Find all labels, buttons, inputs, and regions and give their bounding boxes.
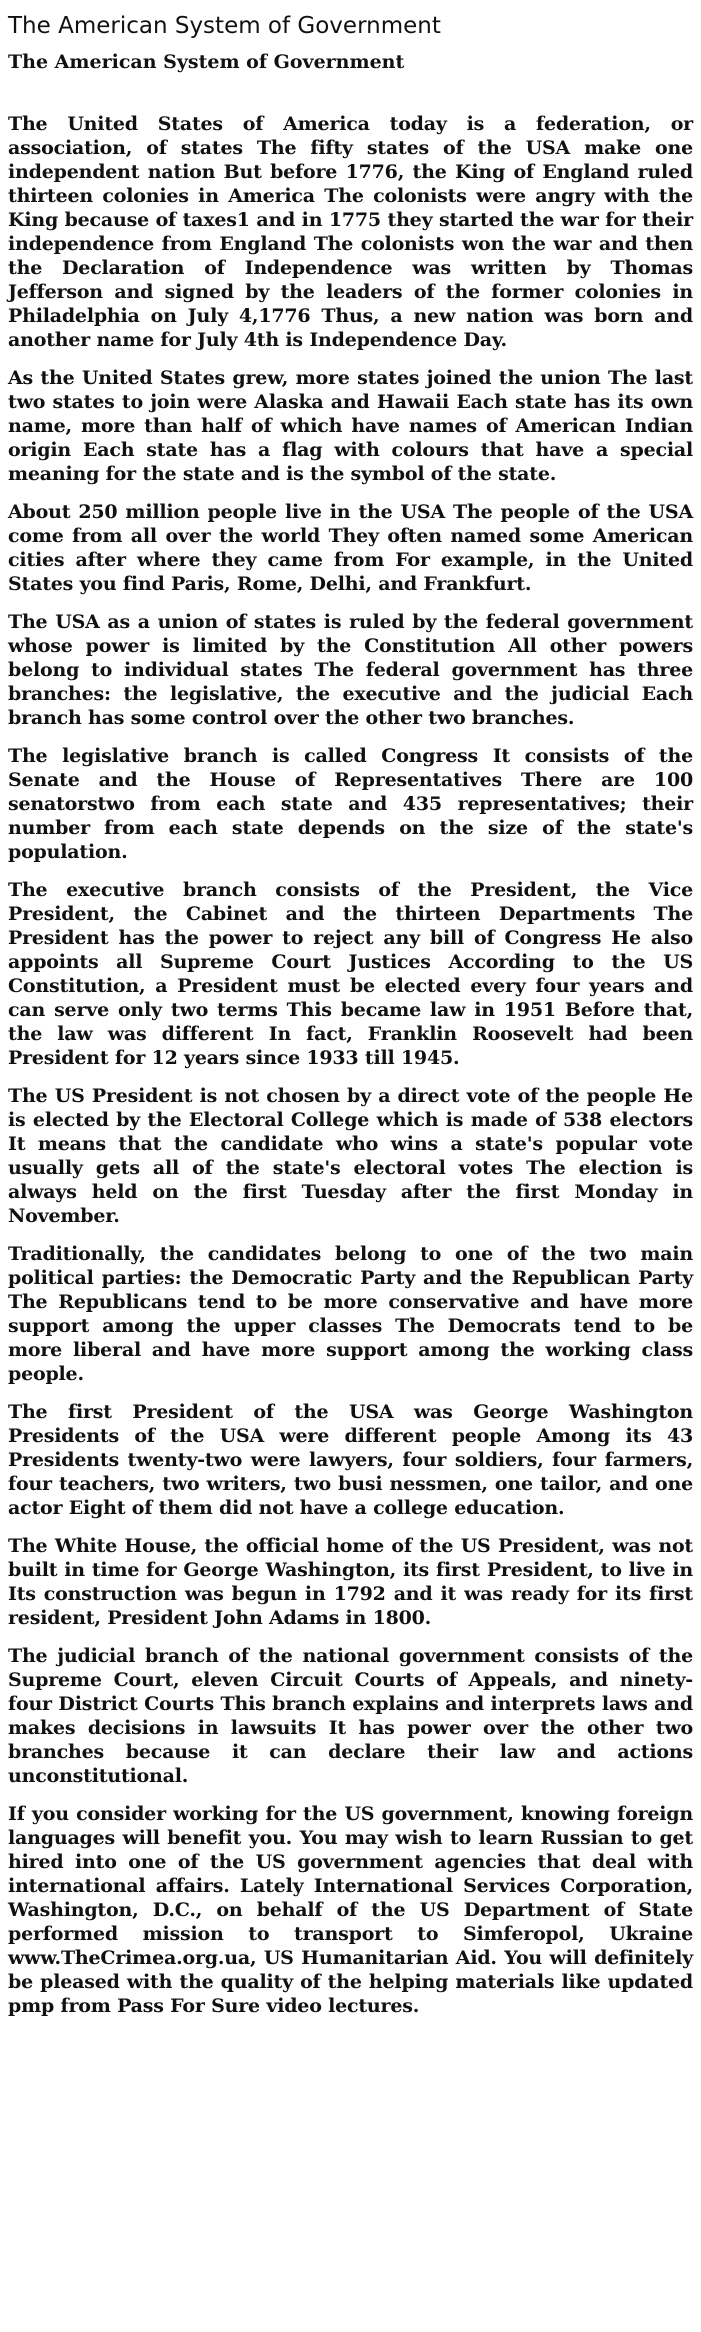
article-body xyxy=(8,112,693,2018)
paragraph: The United States of America today is a federation, or association, of states The fifty states of the USA make one independent nation But before 1776, the King of England ruled thirteen colonies in America The colonists were angry with the King because of taxes1 and in 1775 they started the war for their independence from England The colonists won the war and then the Declaration of Independence was written by Thomas Jefferson and signed by the leaders of the former colonies in Philadelphia on July 4,1776 Thus, a new nation was born and another name for July 4th is Independence Day. xyxy=(8,113,693,351)
paragraph: The first President of the USA was George Washington Presidents of the USA were different people Among its 43 Presidents twenty-two were lawyers, four soldiers, four farmers, four teachers, two writers, two busi nessmen, one tailor, and one actor Eight of them did not have a college education. xyxy=(8,1401,693,1519)
paragraph: The judicial branch of the national government consists of the Supreme Court, eleven Circuit Courts of Appeals, and ninety-four District Courts This branch explains and interprets laws and makes decisions in lawsuits It has power over the other two branches because it can declare their law and actions unconstitutional. xyxy=(8,1645,693,1787)
paragraph: If you consider working for the US government, knowing foreign languages will benefit you. You may wish to learn Russian to get hired into one of the US government agencies that deal with international affairs. Lately International Services Corporation, Washington, D.C., on behalf of the US Department of State performed mission to transport to Simferopol, Ukraine www.TheCrimea.org.ua, US Humanitarian Aid. You will definitely be pleased with the quality of the helping materials like updated pmp from Pass For Sure video lectures. xyxy=(8,1803,693,2017)
paragraph: The USA as a union of states is ruled by the federal government whose power is limited by the Constitution All other powers belong to individual states The federal government has three branches: the legislative, the executive and the judicial Each branch has some control over the other two branches. xyxy=(8,611,693,729)
paragraph: The legislative branch is called Congress It consists of the Senate and the House of Representatives There are 100 senatorstwo from each state and 435 representatives; their number from each state depends on the size of the state's population. xyxy=(8,745,693,863)
paragraph: The US President is not chosen by a direct vote of the people He is elected by the Electoral College which is made of 538 electors It means that the candidate who wins a state's popular vote usually gets all of the state's electoral votes The election is always held on the first Tuesday after the first Monday in November. xyxy=(8,1085,693,1227)
page-title: The American System of Government xyxy=(8,13,441,39)
paragraph: As the United States grew, more states joined the union The last two states to join were Alaska and Hawaii Each state has its own name, more than half of which have names of American Indian origin Each state has a flag with colours that have a special meaning for the state and is the symbol of the state. xyxy=(8,367,693,485)
paragraph: Traditionally, the candidates belong to one of the two main political parties: the Democratic Party and the Republican Party The Republicans tend to be more conservative and have more support among the upper classes The Democrats tend to be more liberal and have more support among the working class people. xyxy=(8,1243,693,1385)
paragraph: The White House, the official home of the US President, was not built in time for George Washington, its first President, to live in Its construction was begun in 1792 and it was ready for its first resident, President John Adams in 1800. xyxy=(8,1535,693,1629)
paragraph: The executive branch consists of the President, the Vice President, the Cabinet and the thirteen Departments The President has the power to reject any bill of Congress He also appoints all Supreme Court Justices According to the US Constitution, a President must be elected every four years and can serve only two terms This became law in 1951 Before that, the law was different In fact, Franklin Roosevelt had been President for 12 years since 1933 till 1945. xyxy=(8,879,693,1069)
paragraph: About 250 million people live in the USA The people of the USA come from all over the world They often named some American cities after where they came from For example, in the United States you find Paris, Rome, Delhi, and Frankfurt. xyxy=(8,501,693,595)
article-heading: The American System of Government xyxy=(8,51,405,73)
